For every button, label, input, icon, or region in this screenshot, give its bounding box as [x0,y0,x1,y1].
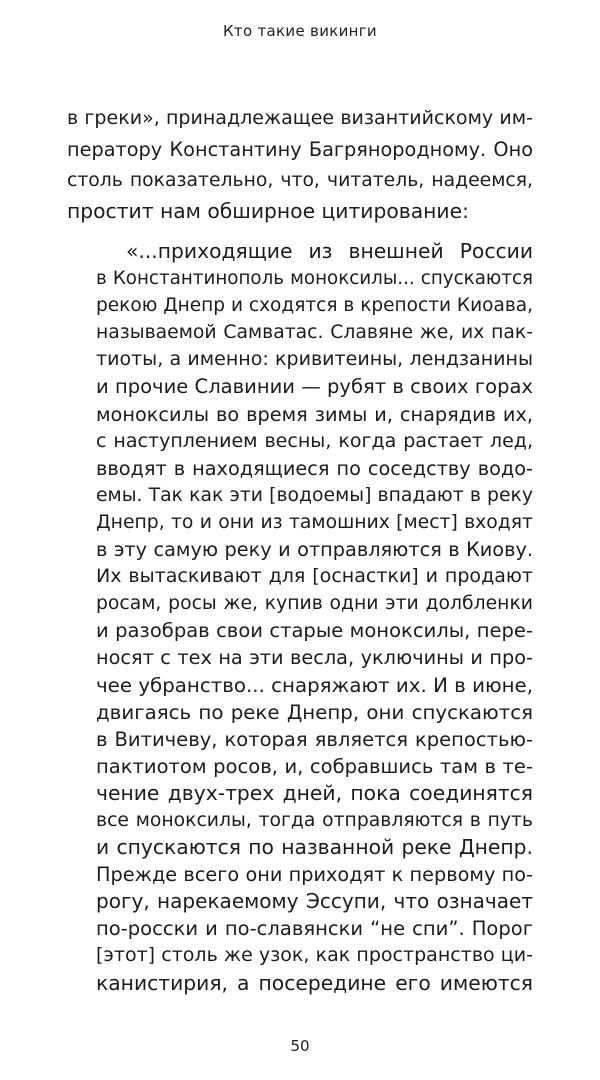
quote-line: [этот] столь же узок, как пространство ци- [96,944,533,967]
quote-line: «...приходящие из внешней России [126,239,533,263]
quote-line: росам, росы же, купив одни эти долбленки [96,593,533,615]
paragraph-line: ператору Константину Багрянородному. Оно [67,138,533,161]
quote-line: чение двух-трех дней, пока соединятся [96,780,533,805]
quote-line: и разобрав свои старые моноксилы, пере- [96,619,533,643]
paragraph-line: простит нам обширное цитирование: [67,199,469,223]
quote-line: пактиотом росов, и, собравшись там в те- [96,754,533,778]
running-title: Кто такие викинги [222,22,377,40]
page-number: 50 [290,1037,310,1055]
block-quote [96,238,533,997]
quote-line: и прочие Славинии — рубят в своих горах [96,375,533,399]
quote-line: тиоты, а именно: кривитеины, лендзанины [96,348,533,371]
quote-line: в Константинополь моноксилы... спускаются [96,268,533,290]
quote-line: Прежде всего они приходят к первому по- [96,863,533,887]
paragraph-line: столь показательно, что, читатель, надеемся, [67,170,533,191]
quote-line: моноксилы во время зимы и, снарядив их, [96,402,533,426]
quote-line: с наступлением весны, когда растает лед, [96,429,533,452]
paragraph-line: в греки», принадлежащее византийскому им- [67,107,533,129]
quote-line: рекою Днепр и сходятся в крепости Киоава, [96,295,533,317]
quote-line: все моноксилы, тогда отправляются в путь [96,809,533,831]
body-paragraph [67,103,533,227]
quote-line: по-росски и по-славянски “не спи”. Порог [96,917,533,941]
quote-line: чее убранство... снаряжают их. И в июне, [96,673,533,697]
quote-line: рогу, нарекаемому Эссупи, что означает [96,889,533,914]
quote-line: двигаясь по реке Днепр, они спускаются [96,700,533,724]
quote-line: Днепр, то и они из тамошних [мест] входят [96,511,533,533]
quote-line: в Витичеву, которая является крепостью- [96,727,533,751]
quote-line: канистирия, а посередине его имеются [96,970,533,995]
quote-line: Их вытаскивают для [оснастки] и продают [96,565,533,588]
quote-line: в эту самую реку и отправляются в Киову. [96,538,533,562]
quote-line: называемой Самватас. Славяне же, их пак- [96,322,533,344]
quote-line: вводят в находящиеся по соседству водо- [96,456,533,480]
quote-line: носят с тех на эти весла, уключины и про- [96,646,533,670]
quote-line: и спускаются по названной реке Днепр. [96,835,533,860]
quote-line: емы. Так как эти [водоемы] впадают в реку [96,484,533,506]
